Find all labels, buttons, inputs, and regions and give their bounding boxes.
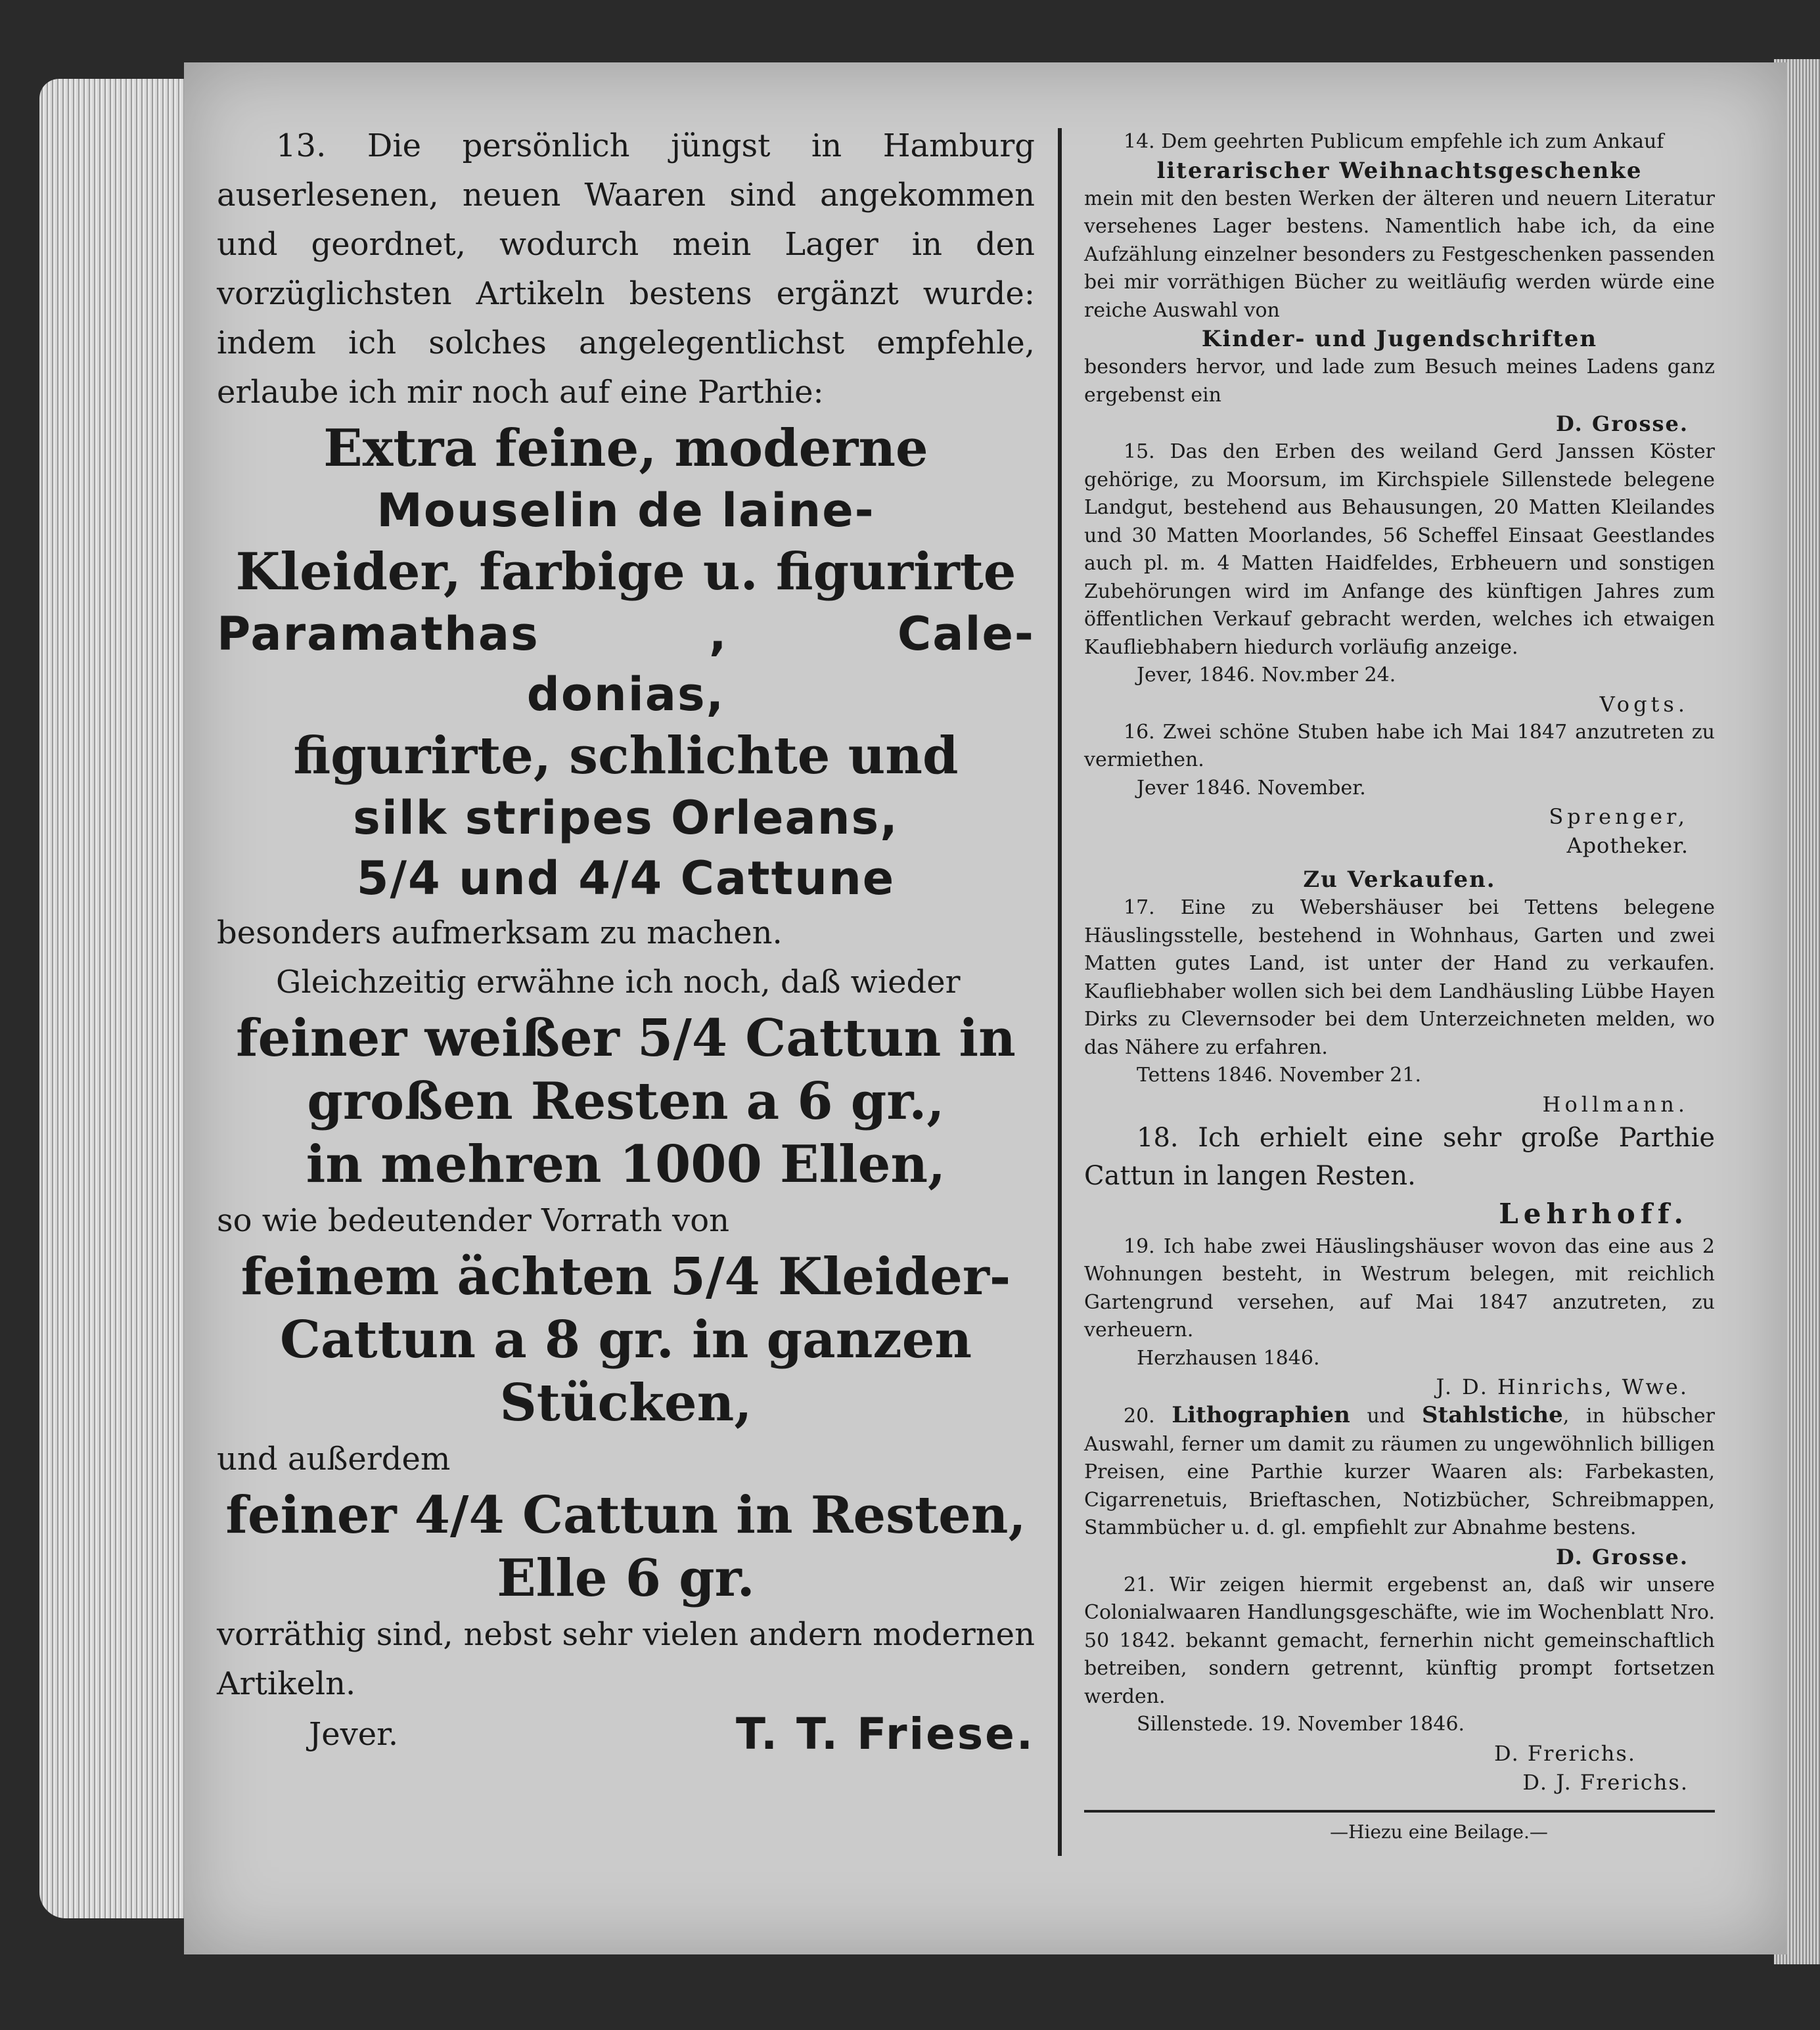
ad-13-line-extra: Extra feine, moderne — [323, 418, 928, 478]
ad-13-line-feiner-weisser: feiner weißer 5/4 Cattun in — [236, 1008, 1016, 1068]
ad-13-line-so-wie: so wie bedeutender Vorrath von — [217, 1202, 730, 1239]
ad-16-text: 16. Zwei schöne Stuben habe ich Mai 1847 anzutreten zu vermiethen. — [1084, 720, 1715, 771]
ad-16-signature: Sprenger, — [1549, 804, 1689, 829]
section-heading-verkaufen: Zu Verkaufen. — [1303, 867, 1496, 893]
book-page-edges — [39, 79, 191, 1918]
ad-13-line-cattune: 5/4 und 4/4 Cattune — [356, 851, 896, 905]
ad-17-signature: Hollmann. — [1542, 1091, 1689, 1117]
ad-21-signature-2: D. J. Frerichs. — [1522, 1769, 1689, 1795]
ad-20-number: 20. — [1124, 1405, 1155, 1428]
ad-13-line-donias: donias, — [526, 667, 725, 721]
right-column-advertisements — [1084, 128, 1715, 1902]
ad-13-line-und-ausserdem: und außerdem — [217, 1441, 451, 1477]
ad-20-bold-stahlstiche: Stahlstiche — [1422, 1402, 1563, 1428]
ad-13-line-grossen: großen Resten a 6 gr., — [307, 1071, 945, 1131]
ad-15-signature: Vogts. — [1599, 691, 1689, 717]
left-column-advertisement — [217, 122, 1035, 1908]
column-divider — [1058, 128, 1062, 1856]
ad-20-bold-lithographien: Lithographien — [1172, 1402, 1350, 1428]
ad-13-signature: T. T. Friese. — [735, 1709, 1035, 1759]
ad-21-signature-1: D. Frerichs. — [1494, 1740, 1636, 1766]
ad-20-body: , in hübscher Auswahl, ferner um damit zu räumen zu ungewöhnlich billigen Preisen, eine Parthie kurzer Waaren als: Farbekasten, Cigarrenetuis, Brieftaschen, Notizbücher, Schreibmappen, Stammbücher u. d. gl. empfiehlt zur Abnahme bestens. — [1084, 1405, 1715, 1539]
ad-13-line-mouselin: Mouselin de laine- — [376, 484, 875, 537]
ad-13-line-besonders: besonders aufmerksam zu machen. — [217, 914, 783, 951]
ad-14-text-a: 14. Dem geehrten Publicum empfehle ich zum Ankauf — [1124, 130, 1664, 153]
ad-14-signature: D. Grosse. — [1556, 411, 1689, 436]
ad-16-place: Jever 1846. November. — [1137, 776, 1366, 800]
ad-13-place: Jever. — [309, 1716, 399, 1753]
ad-18-text: 18. Ich erhielt eine sehr große Parthie Cattun in langen Resten. — [1084, 1122, 1715, 1191]
ad-14-text-c: besonders hervor, und lade zum Besuch meines Ladens ganz ergebenst ein — [1084, 355, 1715, 407]
ad-14-heading-2: Kinder- und Jugendschriften — [1201, 326, 1598, 352]
ad-21-text: 21. Wir zeigen hiermit ergebenst an, daß wir unsere Colonialwaaren Handlungsgeschäfte, wie im Wochenblatt Nro. 50 1842. bekannt gemacht, fernerhin nicht gemeinschaftlich betreiben, sondern getrennt, künftig prompt fortsetzen werden. — [1084, 1573, 1715, 1708]
ad-15-text: 15. Das den Erben des weiland Gerd Janssen Köster gehörige, zu Moorsum, im Kirchspiele Sillenstede belegene Landgut, bestehend aus Behausungen, 20 Matten Kleilandes und 30 Matten Moorlandes, 56 Scheffel Einsaat Geestlandes auch pl. m. 4 Matten Haidfeldes, Erbheuern und sonstigen Zubehörungen wird im Anfange des künftigen Jahres zum öffentlichen Verkauf gebracht werden, welches ich etwaigen Kaufliebhabern hiedurch vorläufig anzeige. — [1084, 440, 1715, 659]
ad-13-line-vorraethig: vorräthig sind, nebst sehr vielen andern modernen Artikeln. — [217, 1616, 1035, 1702]
ad-13-line-stuecken: Stücken, — [499, 1373, 752, 1433]
ad-20-signature: D. Grosse. — [1556, 1544, 1689, 1569]
ad-14-text-b: mein mit den besten Werken der älteren und neuern Literatur versehenes Lager bestens. Namentlich habe ich, da eine Aufzählung einzelner besonders zu Festgeschenken passenden bei mir vorräthigen Bücher zu weitläufig werden würde eine reiche Auswahl von — [1084, 187, 1715, 322]
ad-14-heading: literarischer Weihnachtsgeschenke — [1156, 157, 1643, 184]
ad-13-line-feiner-44: feiner 4/4 Cattun in Resten, — [225, 1485, 1026, 1545]
ad-13-line-figurirte: figurirte, schlichte und — [293, 726, 959, 786]
ad-13-line-cattun-a8: Cattun a 8 gr. in ganzen — [279, 1310, 972, 1370]
ad-19-signature: J. D. Hinrichs, Wwe. — [1436, 1374, 1689, 1399]
ad-13-line-kleider: Kleider, farbige u. figurirte — [235, 542, 1016, 602]
ad-17-place: Tettens 1846. November 21. — [1137, 1064, 1421, 1087]
footer-rule — [1084, 1810, 1715, 1813]
ad-13-line-gleichzeitig: Gleichzeitig erwähne ich noch, daß wieder — [276, 964, 961, 1001]
ad-13-line-feinem: feinem ächten 5/4 Kleider- — [240, 1247, 1011, 1307]
ad-16-signature-title: Apotheker. — [1566, 833, 1689, 858]
ad-13-intro: 13. Die persönlich jüngst in Hamburg auserlesenen, neuen Waaren sind angekommen und geordnet, wodurch mein Lager in den vorzüglichsten Artikeln bestens ergänzt wurde: indem ich solches angelegentlichst empfehle, erlaube ich mir noch auf eine Parthie: — [217, 127, 1035, 411]
ad-19-text: 19. Ich habe zwei Häuslingshäuser wovon das eine aus 2 Wohnungen besteht, in Westrum belegen, mit reichlich Gartengrund versehen, auf Mai 1847 anzutreten, zu verheuern. — [1084, 1234, 1715, 1342]
ad-13-line-silk: silk stripes Orleans, — [353, 791, 899, 845]
ad-13-line-paramathas: Paramathas , Cale- — [217, 607, 1035, 661]
ad-20-und: und — [1367, 1405, 1405, 1428]
ad-18-signature: Lehrhoff. — [1499, 1197, 1689, 1230]
ad-17-text: 17. Eine zu Webershäuser bei Tettens belegene Häuslingsstelle, bestehend in Wohnhaus, Garten und zwei Matten gutes Land, ist unter der Hand zu verkaufen. Kaufliebhaber wollen sich bei dem Landhäusling Lübbe Hayen Dirks zu Clevernsoder bei dem Unterzeichneten melden, wo das Nähere zu erfahren. — [1084, 896, 1715, 1059]
ad-13-line-elle: Elle 6 gr. — [497, 1548, 755, 1608]
ad-19-place: Herzhausen 1846. — [1137, 1346, 1320, 1370]
ad-15-place: Jever, 1846. Nov.mber 24. — [1137, 664, 1396, 687]
footer-note-beilage: —Hiezu eine Beilage.— — [1330, 1820, 1548, 1843]
ad-13-line-mehren: in mehren 1000 Ellen, — [306, 1135, 946, 1194]
ad-20-text — [1084, 1401, 1715, 1543]
ad-21-place: Sillenstede. 19. November 1846. — [1137, 1713, 1465, 1736]
